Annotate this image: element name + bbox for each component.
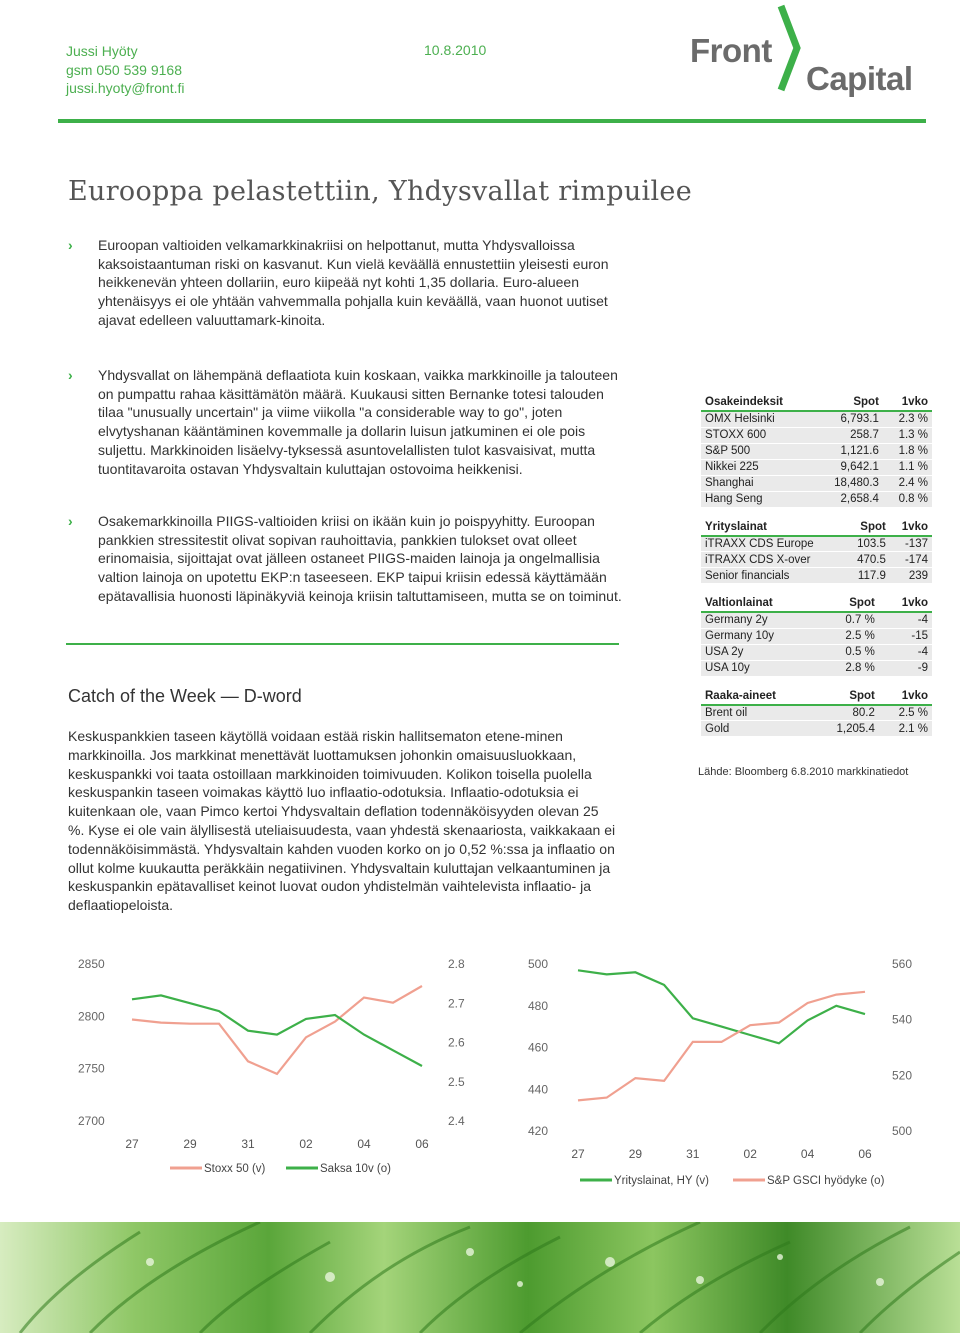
cell-change: 1.1 % [883, 459, 932, 475]
cell-spot: 1,205.4 [813, 721, 879, 737]
cotw-paragraph: Keskuspankkien taseen käytöllä voidaan estää riskin hallitsematon etene-minen markkinoilla. Jos markkinat menettävät luottamuksen johonkin omaisuusluokkaan, keskuspankki voi taata ostoillaan markkinoiden toimivuuden. Kolikon toisella puolella keskuspankin taseen voimakas käyttö luo inflaatio-odotuksia. Inflaatio-odotuksia ei kuitenkaan ole, vaan Pimco kertoi Yhdysvaltain deflation todennäköisyyden olevan 25 %. Kyse ei ole vain älyllisestä uteliaisuudesta, vaan yhdestä skenaariosta, vaikkakaan ei todennäköisimmästä. Yhdysvaltain kahden vuoden korko on jo 0,52 %:ssa ja inflaatio on ollut kolme kuukautta peräkkäin negatiivinen. Yhdysvaltain kuluttajan velkaantuminen ja keskuspankin epätavalliset keinot luovat oudon yhdistelmän vaihtelevista inflaatio- ja deflaatiopeloista. [68, 728, 616, 914]
table-header: Spot [821, 595, 879, 612]
market-table-corporate [701, 519, 932, 585]
x-tick-label: 31 [241, 1137, 255, 1151]
author-email[interactable]: jussi.hyoty@front.fi [66, 80, 185, 96]
cell-change: 2.4 % [883, 475, 932, 491]
cell-spot: 0.5 % [821, 644, 879, 660]
table-header: 1vko [883, 394, 932, 411]
table-row [701, 475, 932, 491]
table-header: 1vko [879, 688, 932, 705]
y-left-tick-label: 440 [528, 1082, 549, 1097]
y-left-tick-label: 2750 [78, 1061, 105, 1076]
table-row [701, 443, 932, 459]
table-row [701, 427, 932, 443]
cell-spot: 2,658.4 [814, 491, 883, 507]
cell-spot: 80.2 [813, 705, 879, 721]
cell-name: Senior financials [701, 568, 845, 584]
market-table-commodities [701, 688, 932, 738]
y-right-tick-label: 560 [892, 957, 913, 971]
cell-spot: 1,121.6 [814, 443, 883, 459]
x-tick-label: 02 [743, 1147, 757, 1161]
x-tick-label: 29 [628, 1147, 643, 1161]
cell-name: OMX Helsinki [701, 411, 814, 427]
y-left-tick-label: 460 [528, 1040, 549, 1055]
table-row [701, 552, 932, 568]
x-tick-label: 29 [183, 1137, 197, 1151]
logo-word-front: Front [690, 32, 772, 69]
x-tick-label: 31 [686, 1147, 700, 1161]
cell-name: Shanghai [701, 475, 814, 491]
bullet-text: Osakemarkkinoilla PIIGS-valtioiden kriisi on ikään kuin jo poispyyhitty. Euroopan pankkien stressitestit olivat sopivan rauhoittavia, pankkien tulokset ovat olleet erinomaisia, sijoittajat ovat jälleen ostaneet PIIGS-maiden lainoja ja ongelmallisia valtion lainoja on upotettu EKP:n taseeseen. EKP taipui kriisin edessä käyttämään epätavallisia huonosti läpinäkyviä keinoja kriisin taltuttamiseen, mutta se on toiminut. [98, 513, 622, 604]
bullet-text: Euroopan valtioiden velkamarkkinakriisi on helpottanut, mutta Yhdysvalloissa kaksoistaantuman riski on kasvanut. Kun vielä keväällä ennustettiin yleisesti euron heikkenevän yhteen dollariin, euro kiipeää nyt kohti 1,35 dollaria. Euro-alueen yhtenäisyys ei ole yhtään vahvemmalla pohjalla kuin keväällä, vaan huonot uutiset ajavat edelleen valuuttamark-kinoita. [98, 237, 609, 328]
table-row [701, 612, 932, 628]
y-right-tick-label: 2.5 [448, 1074, 465, 1089]
cell-name: STOXX 600 [701, 427, 814, 443]
x-tick-label: 06 [415, 1137, 429, 1151]
y-right-tick-label: 2.4 [448, 1114, 465, 1128]
y-right-tick-label: 2.7 [448, 996, 465, 1011]
y-right-tick-label: 520 [892, 1068, 913, 1083]
chart-hy-gsci [520, 948, 930, 1193]
author-phone: gsm 050 539 9168 [66, 61, 182, 78]
chevron-right-icon: › [68, 513, 73, 529]
y-left-tick-label: 2850 [78, 957, 105, 971]
cell-change: -9 [879, 660, 932, 676]
table-header: Spot [813, 688, 879, 705]
chart-hy-gsci-svg [520, 948, 930, 1193]
section-divider [66, 643, 619, 645]
cell-spot: 6,793.1 [814, 411, 883, 427]
table-header: 1vko [879, 595, 932, 612]
chevron-right-icon: › [68, 237, 73, 253]
table-row [701, 721, 932, 737]
cell-name: S&P 500 [701, 443, 814, 459]
cell-name: USA 2y [701, 644, 821, 660]
cell-name: Nikkei 225 [701, 459, 814, 475]
cell-spot: 117.9 [845, 568, 890, 584]
cell-change: 2.3 % [883, 411, 932, 427]
logo-word-capital: Capital [806, 60, 913, 97]
table-header: Osakeindeksit [701, 394, 814, 411]
y-left-tick-label: 480 [528, 998, 549, 1013]
table-row [701, 644, 932, 660]
market-data-panel [701, 394, 932, 748]
bullet-paragraph [68, 512, 628, 606]
market-source-note: Lähde: Bloomberg 6.8.2010 markkinatiedot [698, 766, 909, 778]
chart-stoxx-bund [60, 948, 480, 1180]
cell-name: Germany 10y [701, 628, 821, 644]
x-tick-label: 02 [299, 1137, 313, 1151]
bullet-text: Yhdysvallat on lähempänä deflaatiota kuin koskaan, vaikka markkinoille ja talouteen on pumpattu rahaa käsittämätön määrä. Kuukausi sitten Bernanke totesi talouden tilaa "unusually uncertain" ja viime viikolla "a considerable way to go", joten elvytyshanan kääntäminen kovemmalle ja dollarin luisun jatkuminen ei ole pois suljettu. Markkinoiden lisäelvy-tyksessä asuntovelallisten tulot kasvaisivat, mutta tuontitavaroita ostavan Yhdysvaltain kuluttajan ostovoima heikkenisi. [98, 367, 618, 477]
table-row [701, 628, 932, 644]
x-tick-label: 04 [357, 1137, 371, 1151]
grass-texture [0, 1222, 960, 1333]
cell-change: 239 [890, 568, 932, 584]
cotw-heading: Catch of the Week — D-word [68, 686, 302, 706]
table-header: Spot [845, 519, 890, 536]
cell-change: -174 [890, 552, 932, 568]
header-divider [58, 119, 926, 123]
chevron-right-icon: › [68, 367, 73, 383]
report-date: 10.8.2010 [424, 42, 487, 58]
y-right-tick-label: 2.6 [448, 1035, 465, 1050]
table-row [701, 536, 932, 552]
cell-change: -137 [890, 536, 932, 552]
legend-label: Yrityslainat, HY (v) [614, 1175, 710, 1187]
market-table-equity [701, 394, 932, 508]
cell-spot: 103.5 [845, 536, 890, 552]
cell-spot: 470.5 [845, 552, 890, 568]
cell-change: -4 [879, 644, 932, 660]
table-header: Valtionlainat [701, 595, 821, 612]
legend-label: Saksa 10v (o) [320, 1163, 391, 1175]
y-left-tick-label: 500 [528, 957, 549, 971]
cell-spot: 2.8 % [821, 660, 879, 676]
cell-change: -15 [879, 628, 932, 644]
x-tick-label: 06 [858, 1147, 872, 1161]
table-header: Raaka-aineet [701, 688, 813, 705]
table-header: 1vko [890, 519, 932, 536]
cell-name: Brent oil [701, 705, 813, 721]
table-row [701, 705, 932, 721]
cell-change: 2.5 % [879, 705, 932, 721]
cell-spot: 0.7 % [821, 612, 879, 628]
y-left-tick-label: 2700 [78, 1114, 105, 1128]
cell-name: Hang Seng [701, 491, 814, 507]
y-right-tick-label: 540 [892, 1012, 913, 1027]
cell-spot: 9,642.1 [814, 459, 883, 475]
cell-spot: 258.7 [814, 427, 883, 443]
cell-change: -4 [879, 612, 932, 628]
legend-label: S&P GSCI hyödyke (o) [767, 1175, 885, 1187]
table-row [701, 411, 932, 427]
cell-name: Germany 2y [701, 612, 821, 628]
bullet-paragraph [68, 366, 628, 478]
cell-name: iTRAXX CDS Europe [701, 536, 845, 552]
table-row [701, 491, 932, 507]
legend-label: Stoxx 50 (v) [204, 1163, 266, 1175]
contact-block [66, 42, 184, 98]
y-right-tick-label: 2.8 [448, 957, 465, 971]
cell-change: 1.8 % [883, 443, 932, 459]
chart-stoxx-bund-svg [60, 948, 480, 1180]
x-tick-label: 27 [125, 1137, 139, 1151]
series-line-0 [578, 970, 865, 1043]
grass-banner-image [0, 1222, 960, 1333]
x-tick-label: 27 [571, 1147, 585, 1161]
y-left-tick-label: 2800 [78, 1009, 105, 1024]
bullet-paragraph [68, 236, 628, 330]
cell-change: 2.1 % [879, 721, 932, 737]
series-line-1 [578, 992, 865, 1101]
y-right-tick-label: 500 [892, 1124, 913, 1138]
cell-change: 0.8 % [883, 491, 932, 507]
table-header: Yrityslainat [701, 519, 845, 536]
cell-name: iTRAXX CDS X-over [701, 552, 845, 568]
cell-spot: 18,480.3 [814, 475, 883, 491]
cell-name: USA 10y [701, 660, 821, 676]
cell-spot: 2.5 % [821, 628, 879, 644]
cell-name: Gold [701, 721, 813, 737]
table-row [701, 459, 932, 475]
cell-change: 1.3 % [883, 427, 932, 443]
author-name: Jussi Hyöty [66, 43, 138, 59]
table-row [701, 568, 932, 584]
y-left-tick-label: 420 [528, 1124, 549, 1138]
table-header: Spot [814, 394, 883, 411]
series-line-1 [132, 995, 422, 1066]
front-capital-logo [688, 4, 928, 96]
x-tick-label: 04 [800, 1147, 815, 1161]
page-title: Eurooppa pelastettiin, Yhdysvallat rimpuilee [68, 176, 692, 207]
table-row [701, 660, 932, 676]
market-table-government [701, 595, 932, 677]
